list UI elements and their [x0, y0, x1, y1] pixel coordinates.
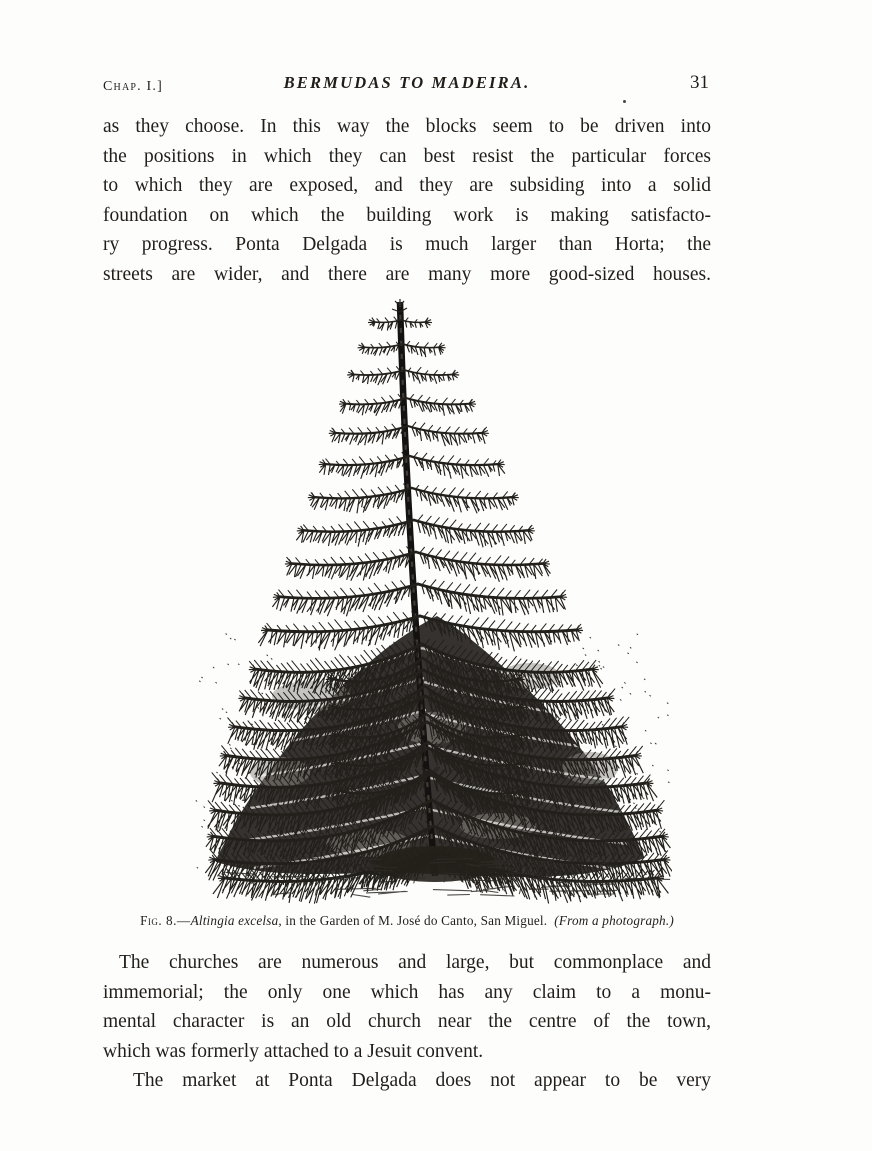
page-header: [103, 72, 711, 100]
text-line: mental character is an old church near the centre of the town,: [103, 1011, 711, 1033]
paragraph-2: [103, 948, 711, 1066]
text-line: the positions in which they can best resist the particular forces: [103, 145, 711, 167]
paragraph-1: [103, 112, 711, 290]
caption-segment: Fig. 8.—: [140, 913, 191, 928]
text-line: streets are wider, and there are many more good-sized houses.: [103, 263, 711, 285]
text-line: to which they are exposed, and they are subsiding into a solid: [103, 175, 711, 197]
ink-speck: [623, 100, 626, 103]
caption-segment: Altingia excelsa: [190, 913, 279, 928]
text-line: foundation on which the building work is making satisfacto-: [103, 204, 711, 226]
text-line: immemorial; the only one which has any claim to a monu-: [103, 981, 711, 1003]
paragraph-3: [103, 1066, 711, 1096]
tree-illustration: [192, 298, 672, 910]
text-line: The market at Ponta Delgada does not appear to be very: [133, 1070, 711, 1092]
running-title: BERMUDAS TO MADEIRA.: [283, 73, 531, 92]
caption-segment: (From a photograph.): [554, 913, 674, 928]
caption-segment: , in the Garden of M. José do Canto, San Miguel.: [278, 913, 555, 928]
text-line: as they choose. In this way the blocks seem to be driven into: [103, 116, 711, 137]
paragraph-2-and-3: [103, 948, 711, 1096]
chapter-label: Chap. I.]: [103, 79, 163, 94]
text-line: The churches are numerous and large, but commonplace and: [119, 952, 711, 973]
page-number: 31: [690, 72, 709, 93]
text-line: ry progress. Ponta Delgada is much larger than Horta; the: [103, 234, 711, 256]
text-line: which was formerly attached to a Jesuit convent.: [103, 1040, 484, 1062]
figure-caption: [60, 911, 754, 931]
